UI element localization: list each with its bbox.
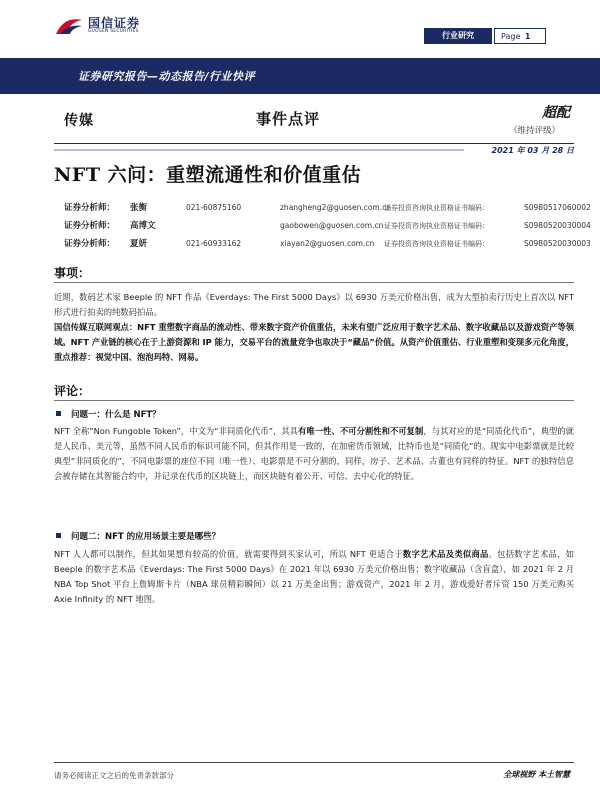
answer-1-text: NFT 全称“Non Fungoble Token”，中文为“非同质化代币”，其具 — [54, 426, 299, 436]
footer-disclaimer: 请务必阅读正文之后的免责条款部分 — [54, 771, 174, 780]
answer-1-paragraph — [54, 424, 574, 484]
logo-text: 国信证券 — [88, 16, 141, 30]
cert-number: S0980520030004 — [524, 221, 591, 230]
question-2 — [56, 530, 220, 542]
analyst-name: 高博文 — [130, 221, 156, 231]
viewpoint-paragraph — [54, 320, 574, 365]
cert-label: 证券投资咨询执业资格证书编码： — [384, 240, 489, 248]
rating-label: 超配 — [542, 105, 570, 121]
logo-mark-icon — [54, 14, 84, 36]
analyst-role: 证券分析师： — [64, 239, 116, 249]
question-1 — [56, 408, 161, 420]
analyst-phone: 021-60875160 — [186, 203, 242, 212]
answer-2-text: NFT 人人都可以制作，但其如果想有较高的价值，就需要得到买家认可，所以 NFT 更适合于 — [54, 549, 403, 559]
bullet-square-icon — [56, 533, 61, 538]
comments-heading: 评论： — [54, 384, 91, 398]
analyst-row — [64, 201, 591, 215]
question-1-text: 问题一：什么是 NFT？ — [71, 410, 161, 420]
cert-label: 证券投资咨询执业资格证书编码： — [384, 222, 489, 230]
analyst-email[interactable]: zhangheng2@guosen.com.cn — [280, 203, 391, 212]
events-paragraph: 近期，数码艺术家 Beeple 的 NFT 作品《Everdays: The First 5000 Days》以 6930 万美元价格出售，成为大型拍卖行历史上首次以 NFT 形式进行拍卖的纯数码拍品。 — [54, 292, 574, 317]
analyst-row — [64, 219, 591, 233]
analyst-phone: 021-60933162 — [186, 239, 242, 248]
events-heading: 事项： — [54, 266, 91, 280]
analyst-name: 夏妍 — [130, 239, 148, 249]
footer-slogan: 全球视野 本土智慧 — [503, 769, 570, 779]
date-bar — [54, 149, 464, 151]
report-banner — [0, 58, 600, 94]
analyst-name: 张衡 — [130, 203, 148, 213]
cert-number: S0980517060002 — [524, 203, 591, 212]
answer-2-text-cont: 。包括数字艺术品，如 Beeple 的数字艺术品《Everdays: The First 5000 Days》在 2021 年以 6930 万美元价格出售；数字收藏品（含盲盒），如 2021 年 2 月 NBA Top Shot 平台上詹姆斯卡片（NBA 球员精彩瞬间）以 21 万美金出售；游戏资产，2021 年 2 月，游戏爱好者斥资 150 万美元购买 Axie Infinity 的 NFT 地图。 — [54, 549, 574, 604]
industry-label: 传媒 — [64, 113, 94, 129]
section-divider — [54, 282, 574, 283]
section-divider — [54, 400, 574, 401]
analyst-row — [64, 237, 591, 251]
report-type-tag: 行业研究 — [424, 28, 492, 44]
viewpoint-text: 国信传媒互联网观点：NFT 重塑数字商品的流动性、带来数字资产价值重估，未来有望广泛应用于数字艺术品、数字收藏品以及游戏资产等领域。NFT 产业链的核心在于上游资源和 IP 能力，交易平台的流量竞争也取决于“藏品”价值。从资产价值重估、行业重塑和变现多元化角度，重点推荐：视觉中国、泡泡玛特、网易。 — [54, 322, 574, 362]
bullet-square-icon — [56, 411, 61, 416]
answer-2-paragraph — [54, 547, 574, 607]
report-date: 2021 年 03 月 28 日 — [491, 146, 574, 155]
footer-divider — [54, 762, 574, 763]
event-type-label: 事件点评 — [256, 110, 321, 128]
company-logo — [54, 12, 194, 38]
question-2-text: 问题二：NFT 的应用场景主要是哪些？ — [71, 532, 221, 542]
page-indicator — [494, 28, 546, 44]
divider — [54, 143, 574, 144]
analyst-role: 证券分析师： — [64, 203, 116, 213]
analyst-role: 证券分析师： — [64, 221, 116, 231]
answer-1-text-cont: ，与其对应的是“同质化代币”，典型的就是人民币、美元等，虽然不同人民币的标识可能不同，但其作用是一致的，在加密货币领域，比特币也是“同质化”的。现实中电影票就是比较典型“非同质化的”，不同电影票的座位不同（唯一性）、电影票是不可分割的，同样，房子、艺术品、古董也有同样的特征。NFT 的独特信息会被存储在其智能合约中，并记录在代币的区块链上，而区块链有着公开、可信、去中心化的特征。 — [54, 426, 574, 481]
answer-2-emphasis: 数字艺术品及类似商品 — [402, 549, 489, 559]
page-label: Page — [501, 32, 521, 41]
rating-note: （维持评级） — [508, 126, 560, 136]
report-title: NFT 六问：重塑流通性和价值重估 — [54, 164, 362, 186]
answer-1-emphasis: 有唯一性、不可分割性和不可复制 — [298, 426, 424, 436]
analyst-email[interactable]: xiayan2@guosen.com.cn — [280, 239, 375, 248]
date-row — [54, 146, 574, 156]
cert-label: 证券投资咨询执业资格证书编码： — [384, 204, 489, 212]
analyst-email[interactable]: gaobowen@guosen.com.cn — [280, 221, 384, 230]
logo-subtext: GUOSEN SECURITIES — [88, 29, 139, 34]
page-number: 1 — [524, 32, 531, 41]
cert-number: S0980520030003 — [524, 239, 591, 248]
banner-text: 证券研究报告—动态报告/行业快评 — [78, 70, 256, 83]
